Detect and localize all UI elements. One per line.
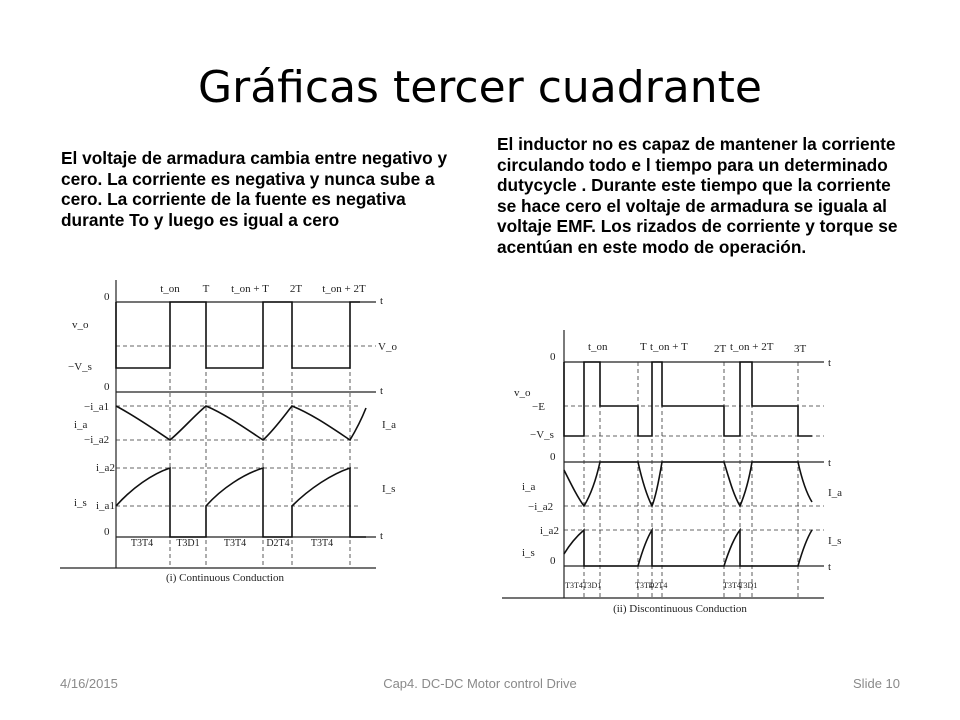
- device-label-2: T3D1: [582, 581, 602, 590]
- label-Is: I_s: [382, 483, 396, 495]
- label-vo: v_o: [72, 319, 89, 331]
- device-label-5: T3T4: [723, 581, 741, 590]
- ia-waveform: [116, 406, 366, 440]
- device-label-3: T3T4: [635, 581, 653, 590]
- vo-waveform: [116, 302, 360, 368]
- label-Ia: I_a: [828, 487, 843, 499]
- slide-title: Gráficas tercer cuadrante: [198, 62, 762, 113]
- label-minus-ia2: −i_a2: [528, 501, 554, 513]
- label-minus-Vs: −V_s: [530, 429, 554, 441]
- level-markers: [116, 346, 376, 506]
- label-ton: t_on: [160, 283, 180, 295]
- footer-slide-number: Slide 10: [853, 676, 900, 691]
- period-markers: [170, 302, 350, 568]
- label-ia: i_a: [74, 419, 88, 431]
- left-paragraph: El voltaje de armadura cambia entre negativo y cero. La corriente es negativa y nunca sube a cero. La corriente de la fuente es negativa durante To y luego es igual a cero: [61, 148, 448, 230]
- right-paragraph: El inductor no es capaz de mantener la corriente circulando todo e l tiempo para un determinado dutycycle . Durante este tiempo que la corriente se hace cero el voltaje de armadura se iguala al voltaje EMF. Los rizados de corriente y torque se acentúan en este modo de operación.: [497, 134, 898, 257]
- device-label-3: T3T4: [223, 538, 247, 549]
- label-is: i_s: [522, 547, 535, 559]
- device-label-4: D2T4: [648, 581, 668, 590]
- label-t-ia: t: [380, 385, 384, 397]
- label-ton-plus-T: t_on + T: [231, 283, 269, 295]
- ia-waveform: [564, 462, 812, 506]
- label-ia2: i_a2: [540, 525, 559, 537]
- device-label-4: D2T4: [266, 538, 290, 549]
- label-vo: v_o: [514, 387, 531, 399]
- label-T: T: [640, 341, 647, 353]
- figure-caption: (i) Continuous Conduction: [166, 572, 284, 584]
- footer-date: 4/16/2015: [60, 676, 118, 691]
- is-waveform: [116, 468, 366, 537]
- label-t-vo: t: [380, 295, 384, 307]
- device-label-1: T3T4: [565, 581, 583, 590]
- label-t-ia: t: [828, 457, 832, 469]
- label-zero-3: 0: [104, 526, 110, 538]
- figure-caption: (ii) Discontinuous Conduction: [613, 603, 747, 615]
- vo-waveform: [564, 362, 812, 436]
- continuous-conduction-diagram: [60, 280, 397, 600]
- label-is: i_s: [74, 497, 87, 509]
- label-zero-2: 0: [550, 451, 556, 463]
- label-minus-ia1: −i_a1: [84, 401, 110, 413]
- label-ton-plus-2T: t_on + 2T: [322, 283, 366, 295]
- device-label-5: T3T4: [310, 538, 334, 549]
- label-T: T: [202, 283, 210, 295]
- label-zero-2: 0: [104, 381, 110, 393]
- device-label-1: T3T4: [130, 538, 154, 549]
- label-zero-3: 0: [550, 555, 556, 567]
- label-t-is: t: [828, 561, 832, 573]
- label-ia1: i_a1: [96, 500, 115, 512]
- device-label-6: T3D1: [738, 581, 758, 590]
- label-zero-1: 0: [104, 291, 110, 303]
- label-ton: t_on: [588, 341, 608, 353]
- label-ia2: i_a2: [96, 462, 115, 474]
- device-label-2: T3D1: [176, 538, 200, 549]
- discontinuous-conduction-diagram: [502, 330, 843, 630]
- is-waveform: [564, 530, 812, 566]
- label-Vo: V_o: [378, 341, 397, 353]
- continuous-conduction-figure: [60, 280, 397, 600]
- footer-title: Cap4. DC-DC Motor control Drive: [383, 676, 577, 691]
- label-minus-ia2: −i_a2: [84, 434, 110, 446]
- label-2T: 2T: [289, 283, 303, 295]
- label-ton-plus-T: t_on + T: [650, 341, 688, 353]
- label-t-is: t: [380, 530, 384, 542]
- label-minus-Vs: −V_s: [68, 361, 92, 373]
- label-ia: i_a: [522, 481, 536, 493]
- label-t-vo: t: [828, 357, 832, 369]
- level-markers: [564, 406, 824, 530]
- period-markers: [584, 362, 798, 598]
- label-Ia: I_a: [382, 419, 397, 431]
- label-ton-plus-2T: t_on + 2T: [730, 341, 774, 353]
- label-zero-1: 0: [550, 351, 556, 363]
- label-3T: 3T: [794, 343, 807, 355]
- label-2T: 2T: [714, 343, 727, 355]
- discontinuous-conduction-figure: [502, 330, 843, 630]
- label-minus-E: −E: [532, 401, 545, 413]
- label-Is: I_s: [828, 535, 842, 547]
